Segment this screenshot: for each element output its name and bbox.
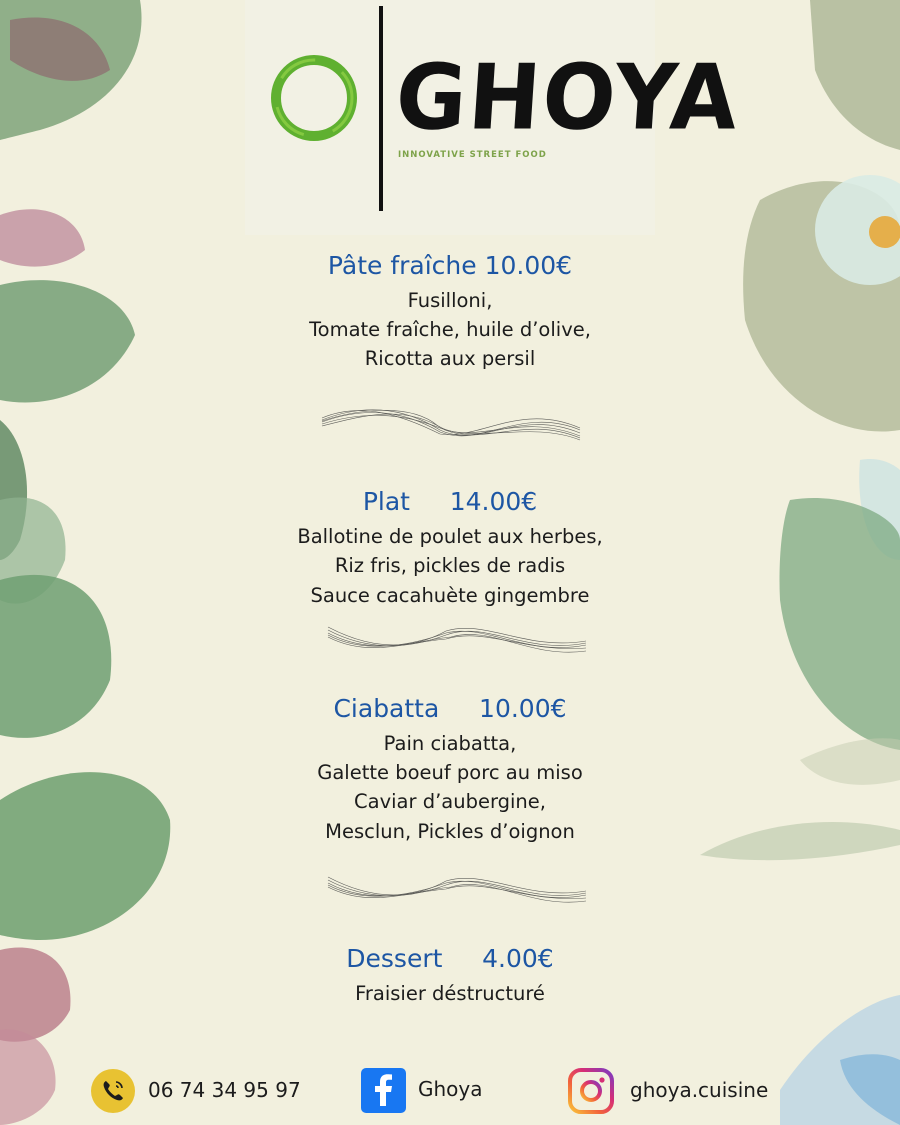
menu-item-4-line-1: Fraisier déstructuré bbox=[355, 982, 545, 1005]
menu-item-2-line-1: Ballotine de poulet aux herbes, bbox=[297, 525, 603, 548]
menu-item-2-title: Plat 14.00€ bbox=[362, 487, 538, 516]
menu-item-1-line-3: Ricotta aux persil bbox=[364, 347, 536, 370]
facebook-handle[interactable]: Ghoya bbox=[418, 1077, 483, 1101]
brand-logo-wordmark: GHOYA bbox=[392, 45, 743, 151]
wave-divider-3 bbox=[326, 865, 588, 915]
menu-item-3-line-4: Mesclun, Pickles d’oignon bbox=[325, 820, 575, 843]
menu-item-1-title: Pâte fraîche 10.00€ bbox=[327, 251, 573, 280]
menu-item-3-line-1: Pain ciabatta, bbox=[383, 732, 517, 755]
brand-tagline: INNOVATIVE STREET FOOD bbox=[398, 150, 547, 160]
instagram-icon[interactable] bbox=[568, 1068, 614, 1114]
green-ring-logo-icon bbox=[268, 52, 360, 144]
menu-item-1-line-2: Tomate fraîche, huile d’olive, bbox=[309, 318, 591, 341]
menu-item-3-line-3: Caviar d’aubergine, bbox=[354, 790, 546, 813]
wave-divider-2 bbox=[326, 615, 588, 665]
wave-divider-1 bbox=[320, 400, 582, 450]
menu-item-3-line-2: Galette boeuf porc au miso bbox=[317, 761, 583, 784]
menu-item-4-title: Dessert 4.00€ bbox=[346, 944, 554, 973]
menu-item-2-line-2: Riz fris, pickles de radis bbox=[334, 554, 566, 577]
menu-item-3-title: Ciabatta 10.00€ bbox=[333, 694, 567, 723]
instagram-handle[interactable]: ghoya.cuisine bbox=[630, 1078, 769, 1102]
menu-item-1-line-1: Fusilloni, bbox=[407, 289, 493, 312]
logo-divider bbox=[379, 6, 383, 211]
facebook-icon[interactable] bbox=[361, 1068, 406, 1113]
phone-number[interactable]: 06 74 34 95 97 bbox=[148, 1078, 301, 1102]
menu-item-2-line-3: Sauce cacahuète gingembre bbox=[310, 584, 590, 607]
phone-icon[interactable] bbox=[90, 1068, 136, 1114]
